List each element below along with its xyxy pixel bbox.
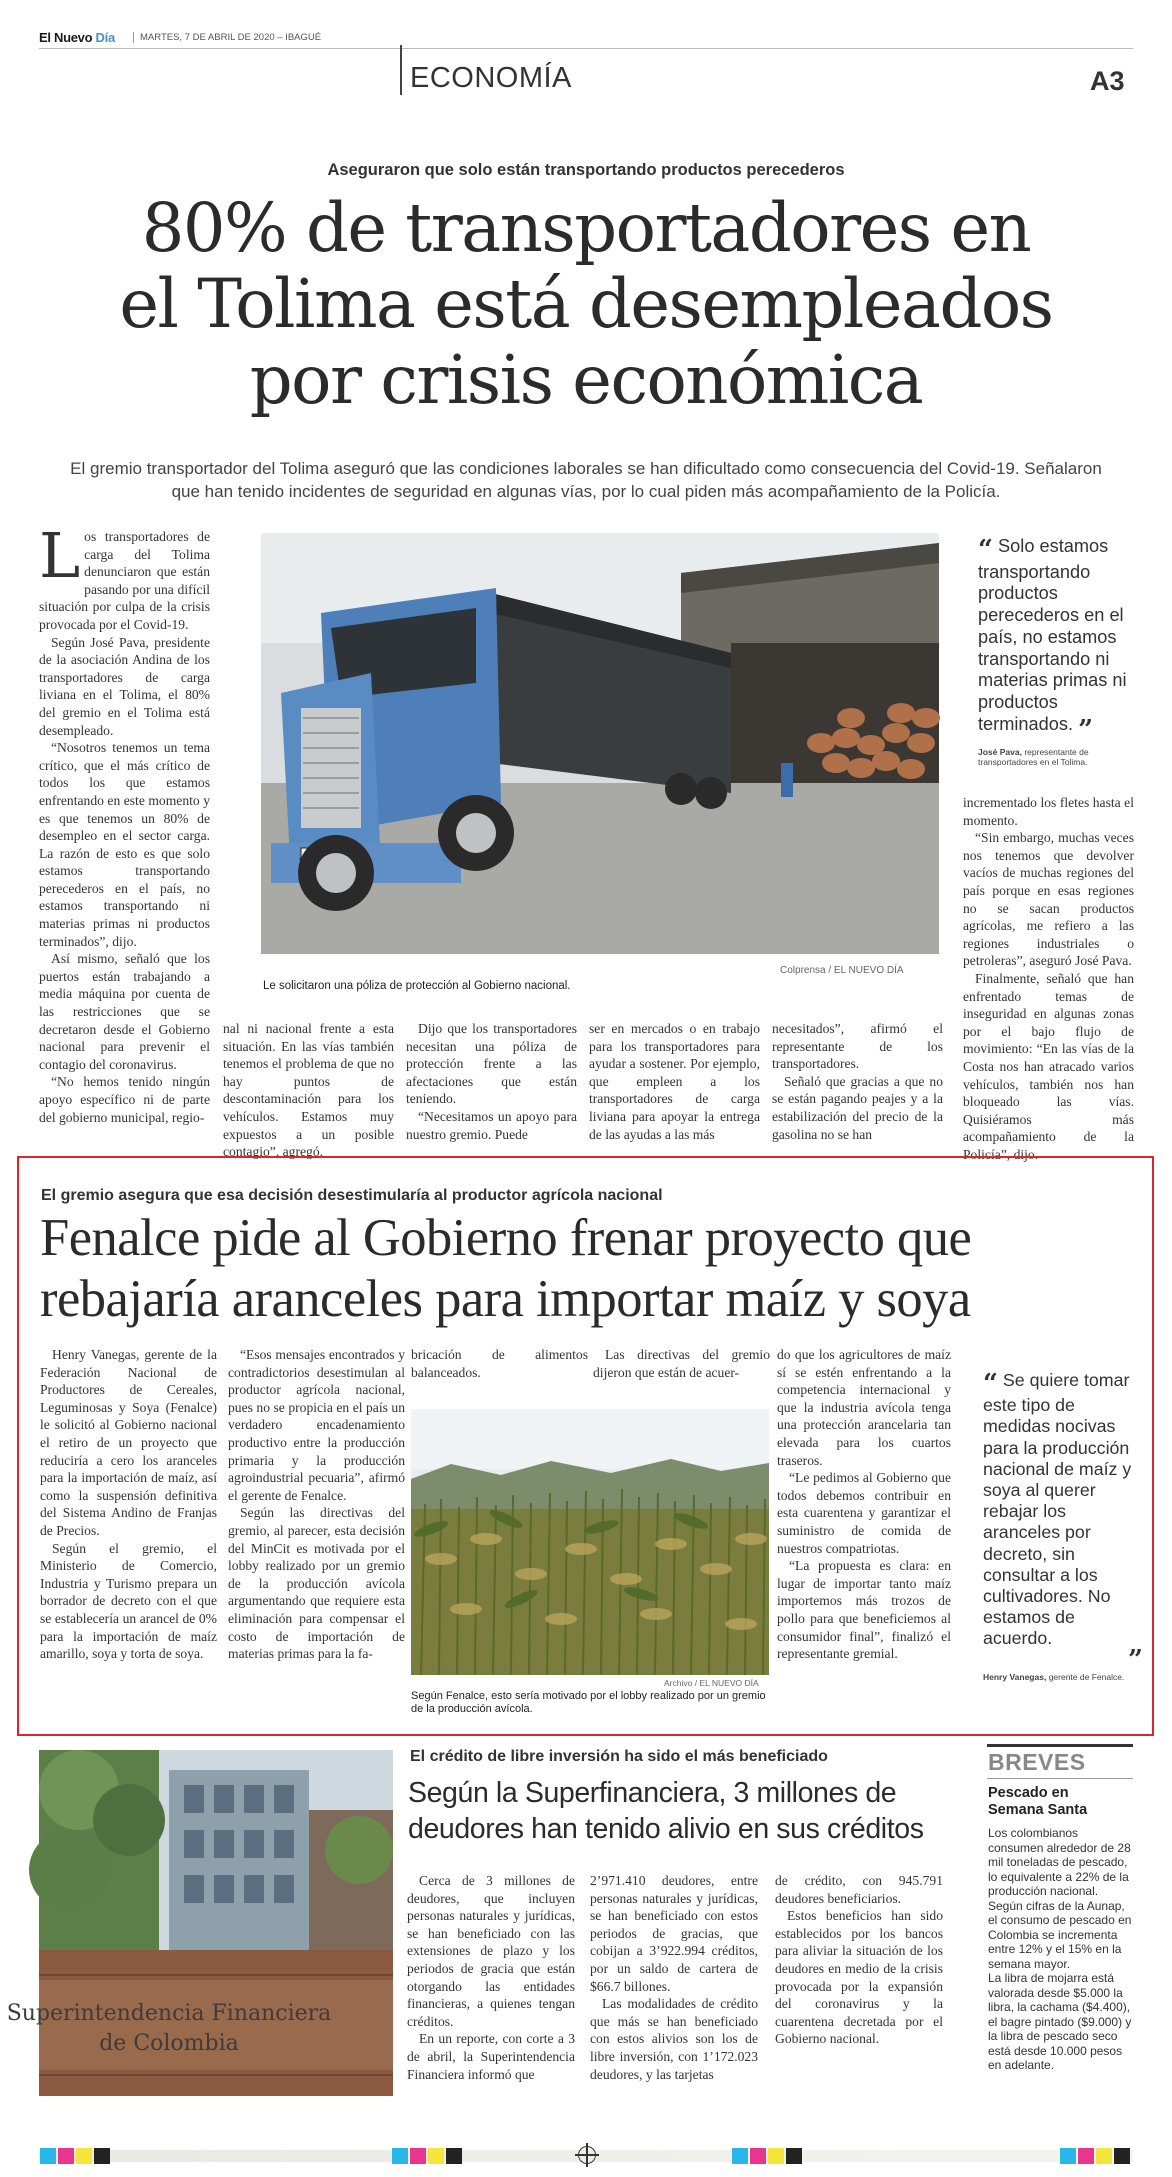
brand-accent: Día: [95, 30, 115, 45]
story3-headline-line-2: deudores han tenido alivio en sus créditos: [408, 1813, 924, 1845]
story2-col1-text-b: Según el gremio, el Ministerio de Comercio, Industria y Turismo prepara un borrador de decreto con el que se establecería un arancel de 0% para la importación de maíz amarillo, soya y torta de soya.: [40, 1540, 217, 1662]
registration-yellow-3: [768, 2148, 784, 2164]
story1-quote-attribution-name: José Pava,: [978, 747, 1022, 758]
registration-magenta-3: [750, 2148, 766, 2164]
header-rule: [39, 48, 1133, 49]
registration-yellow-2: [428, 2148, 444, 2164]
registration-black-2: [446, 2148, 462, 2164]
story2-column-5: [777, 1346, 951, 1718]
breves-para-2: La libra de mojarra está valorada desde $5.000 la libra, la cachama ($4.400), el bagre pintado ($9.000) y la libra de pescado seco está desde 10.000 pesos en adelante.: [988, 1971, 1132, 2072]
breves-rule: [987, 1778, 1133, 1779]
dropcap: L: [39, 519, 81, 592]
dateline: MARTES, 7 DE ABRIL DE 2020 – IBAGUÉ: [133, 32, 321, 43]
story1-quote-attribution-role: representante de transportadores en el Tolima.: [978, 747, 1089, 768]
story1-column-2: [223, 1020, 394, 1160]
story1-kicker: Aseguraron que solo están transportando productos perecederos: [327, 161, 845, 179]
registration-black-3: [786, 2148, 802, 2164]
story1-quote-text: Solo estamos transportando productos perecederos en el país, no estamos transportando ni materias primas ni productos terminados.: [978, 536, 1127, 734]
story1-column-3: [406, 1020, 577, 1145]
truck-photo: [261, 533, 939, 954]
story1-column-6: [963, 794, 1134, 1162]
registration-magenta: [58, 2148, 74, 2164]
corn-photo-caption: Según Fenalce, esto sería motivado por el lobby realizado por un gremio de la producción avícola.: [411, 1690, 766, 1715]
story2-col1-text: Henry Vanegas, gerente de la Federación Nacional de Productores de Cereales, Leguminosas y Soya (Fenalce) le solicitó al Gobierno nacional el retiro de un proyecto que reduciría a cero los aranceles para la importación de maíz, así como la suspensión definitiva del Sistema Andino de Franjas de Precios.: [40, 1347, 217, 1538]
registration-magenta-2: [410, 2148, 426, 2164]
story3-column-2: [590, 1872, 758, 2138]
story2-col5-text-b: “Le pedimos al Gobierno que todos debemos contribuir en esta cuarentena y garantizar el suministro de comida de nuestros compatriotas.: [777, 1470, 951, 1556]
story2-col2-text: “Esos mensajes encontrados y contradictorios desestimulan al productor agrícola nacional, pues no se propicia en el país un verdadero encadenamiento productivo entre la producción primaria y la producción agroindustrial pecuaria”, afirmó el gerente de Fenalce.: [228, 1347, 405, 1503]
story1-column-1: [39, 519, 210, 1138]
story1-col5-text: necesitados”, afirmó el representante de los transportadores.: [772, 1021, 943, 1072]
story2-pull-quote: [983, 1370, 1143, 1682]
breves-top-rule: [987, 1744, 1133, 1747]
truck-photo-illustration: [261, 533, 939, 954]
story1-headline: [0, 190, 1172, 418]
story2-col5-text: do que los agricultores de maíz sí se estén enfrentando a la competencia internacional y que la industria avícola tenga una protección arancelaria tan elevada para los cuartos traseros.: [777, 1347, 951, 1468]
open-quote-icon: “: [983, 1369, 998, 1399]
story2-col5-text-c: “La propuesta es clara: en lugar de importar tanto maíz importemos más trozos de pollo para que beneficiemos al consumidor final”, finalizó el representante gremial.: [777, 1558, 951, 1662]
story1-para-4: Así mismo, señaló que los puertos están trabajando a media máquina por cuenta de las restricciones que se decretaron desde el Gobierno nacional para prevenir el contagio del coronavirus.: [39, 951, 210, 1072]
section-name: ECONOMÍA: [410, 62, 572, 94]
registration-yellow-4: [1096, 2148, 1112, 2164]
story2-headline-line-1: Fenalce pide al Gobierno frenar proyecto que: [40, 1209, 972, 1267]
story3-kicker: El crédito de libre inversión ha sido el más beneficiado: [410, 1748, 828, 1765]
story1-col5-text-b: Señaló que gracias a que no se están pagando peajes y a la estabilización del precio de la gasolina no se han: [772, 1073, 943, 1142]
corn-photo: [411, 1409, 769, 1675]
registration-black: [94, 2148, 110, 2164]
story3-headline-line-1: Según la Superfinanciera, 3 millones de: [408, 1777, 897, 1809]
registration-cyan: [40, 2148, 56, 2164]
close-quote-icon: ”: [1128, 1644, 1143, 1675]
registration-cyan-3: [732, 2148, 748, 2164]
masthead-brand: [39, 30, 115, 45]
superfinanciera-photo: [6, 1750, 393, 2096]
story1-para-1: os transportadores de carga del Tolima denunciaron que están pasando por una difícil situación por culpa de la crisis provocada por el Covid-19.: [39, 529, 210, 632]
story3-col2-text: 2’971.410 deudores, entre personas naturales y jurídicas, se han beneficiado con estos periodos de gracias, que cobijan a 3’922.994 créditos, por un saldo de cartera de $66.7 billones.: [590, 1873, 758, 1994]
story1-col3-text: Dijo que los transportadores necesitan una póliza de protección frente a las afectaciones que están teniendo.: [406, 1021, 577, 1107]
registration-cyan-2: [392, 2148, 408, 2164]
story3-column-3: [775, 1872, 943, 2138]
section-divider: [400, 45, 402, 95]
story2-column-2: [228, 1346, 405, 1718]
story1-col6-text-b: “Sin embargo, muchas veces nos tenemos que devolver vacíos de muchas regiones del país porque en esas regiones no se sacan productos agrícolas, me refiero a las regiones industriales o petroleras”, aseguró José Pava.: [963, 830, 1134, 969]
story1-deck: [30, 457, 1142, 503]
registration-magenta-4: [1078, 2148, 1094, 2164]
breves-body: [988, 1826, 1132, 2073]
story2-quote-attribution-name: Henry Vanegas,: [983, 1671, 1047, 1682]
registration-yellow: [76, 2148, 92, 2164]
breves-para-1: Los colombianos consumen alrededor de 28 mil toneladas de pescado, lo equivalente a 22% de la producción nacional. Según cifras de la Aunap, el consumo de pescado en Colombia se incrementa entre 12% y el 15% en la semana mayor.: [988, 1826, 1132, 1971]
story1-col4-text: ser en mercados o en trabajo para los transportadores para ayudar a sostener. Por ejemplo, que empleen a los transportadores de carga liviana para apoyar la entrega de las ayudas a las más: [589, 1021, 760, 1142]
breves-headline: Pescado en Semana Santa: [988, 1785, 1088, 1818]
breves-title: BREVES: [988, 1749, 1086, 1775]
story2-quote-text: Se quiere tomar este tipo de medidas nocivas para la producción nacional de maíz y soya al querer rebajar los aranceles por decreto, sin consultar a los cultivadores. No estamos de acuerdo.: [983, 1370, 1132, 1649]
registration-crosshair-icon: [578, 2146, 596, 2164]
story1-para-5: “No hemos tenido ningún apoyo específico ni de parte del gobierno municipal, regio-: [39, 1074, 210, 1125]
open-quote-icon: “: [978, 535, 993, 565]
story3-col1-text: Cerca de 3 millones de deudores, que incluyen personas naturales y jurídicas, se han beneficiado con las extensiones de plazo y los periodos de gracia que están otorgando las entidades financieras, a quienes tengan créditos.: [407, 1873, 575, 2029]
story2-headline-line-2: rebajaría aranceles para importar maíz y soya: [40, 1270, 971, 1328]
story1-column-4: [589, 1020, 760, 1145]
story2-column-4: [593, 1346, 770, 1386]
headline-line-1: 80% de transportadores en: [141, 189, 1031, 267]
headline-line-3: por crisis económica: [249, 341, 923, 419]
truck-photo-caption: Le solicitaron una póliza de protección al Gobierno nacional.: [263, 980, 571, 992]
sign-line-2: de Colombia: [99, 2031, 239, 2056]
deck-line-1: El gremio transportador del Tolima aseguró que las condiciones laborales se han dificultado como consecuencia del Covid-19. Señalaron: [70, 459, 1102, 478]
story1-pull-quote: [978, 536, 1143, 767]
corn-photo-credit: Archivo / EL NUEVO DÍA: [664, 1678, 759, 1688]
story3-column-1: [407, 1872, 575, 2138]
story3-headline: [408, 1775, 968, 1847]
brand-name: El Nuevo: [39, 30, 96, 45]
story1-column-5: [772, 1020, 943, 1145]
story2-column-3: [411, 1346, 588, 1386]
registration-cyan-4: [1060, 2148, 1076, 2164]
story1-col2-text: nal ni nacional frente a esta situación. En las vías también tenemos el problema de que no hay puntos de descontaminación para los vehículos. Estamos muy expuestos a un posible contagio”, agregó.: [223, 1021, 394, 1160]
story3-col3-text-b: Estos beneficios han sido establecidos por los bancos para aliviar la situación de los deudores en medio de la crisis provocada por la expansión del coronavirus y la cuarentena decretada por el Gobierno nacional.: [775, 1908, 943, 2047]
story2-col2-text-b: Según las directivas del gremio, al parecer, esta decisión del MinCit es motivada por el lobby realizado por un gremio de la producción avícola argumentando que requiere esta eliminación para compensar el costo de importación de materias primas para la fa-: [228, 1505, 405, 1662]
deck-line-2: que han tenido incidentes de seguridad en algunas vías, por lo cual piden más acompañamiento de la Policía.: [171, 482, 1001, 501]
story2-kicker: El gremio asegura que esa decisión desestimularía al productor agrícola nacional: [41, 1187, 663, 1204]
story1-para-2: Según José Pava, presidente de la asociación Andina de los transportadores de carga liviana en el Tolima, el 80% del gremio en el Tolima está desempleado.: [39, 634, 210, 738]
story2-column-1: [40, 1346, 217, 1718]
story1-col3-text-b: “Necesitamos un apoyo para nuestro gremio. Puede: [406, 1108, 577, 1142]
close-quote-icon: ”: [1078, 714, 1094, 745]
story1-col6-text: incrementado los fletes hasta el momento.: [963, 795, 1134, 828]
story3-col1-text-b: En un reporte, con corte a 3 de abril, la Superintendencia Financiera informó que: [407, 2031, 575, 2082]
story3-col3-text: de crédito, con 945.791 deudores beneficiarios.: [775, 1873, 943, 1906]
page-number: A3: [1090, 66, 1125, 96]
story2-col4-text: Las directivas del gremio dijeron que están de acuer-: [593, 1347, 770, 1380]
story3-col2-text-b: Las modalidades de crédito que más se han beneficiado con estos alivios son los de libre inversión, con 1’172.023 deudores, y las tarjetas: [590, 1996, 758, 2082]
corn-field-illustration: [411, 1409, 769, 1675]
truck-photo-credit: Colprensa / EL NUEVO DÍA: [780, 965, 904, 976]
story2-col3-text: bricación de alimentos balanceados.: [411, 1347, 588, 1380]
story1-para-3: “Nosotros tenemos un tema crítico, que el más crítico de todos los que estamos enfrentando en este momento y es que tenemos un 80% de desempleo en el sector carga. La razón de esto es que solo estamos transportando perecederos en el país, no estamos transportando ni materias primas ni productos terminados”, dijo.: [39, 740, 210, 949]
registration-black-4: [1114, 2148, 1130, 2164]
story2-quote-attribution-role: gerente de Fenalce.: [1048, 1671, 1125, 1682]
story1-col6-text-c: Finalmente, señaló que han enfrentado temas de inseguridad en algunas zonas por el bajo flujo de movimiento: “En las vías de la Costa nos han atracado varios vehículos, también nos han bloqueado las vías. Quisiéramos más acompañamiento de la Policía”, dijo.: [963, 970, 1134, 1162]
headline-line-2: el Tolima está desempleados: [119, 265, 1053, 343]
superfinanciera-building-illustration: [6, 1750, 393, 2096]
story2-headline: [40, 1208, 1140, 1330]
sign-line-1: Superintendencia Financiera: [6, 2001, 332, 2026]
